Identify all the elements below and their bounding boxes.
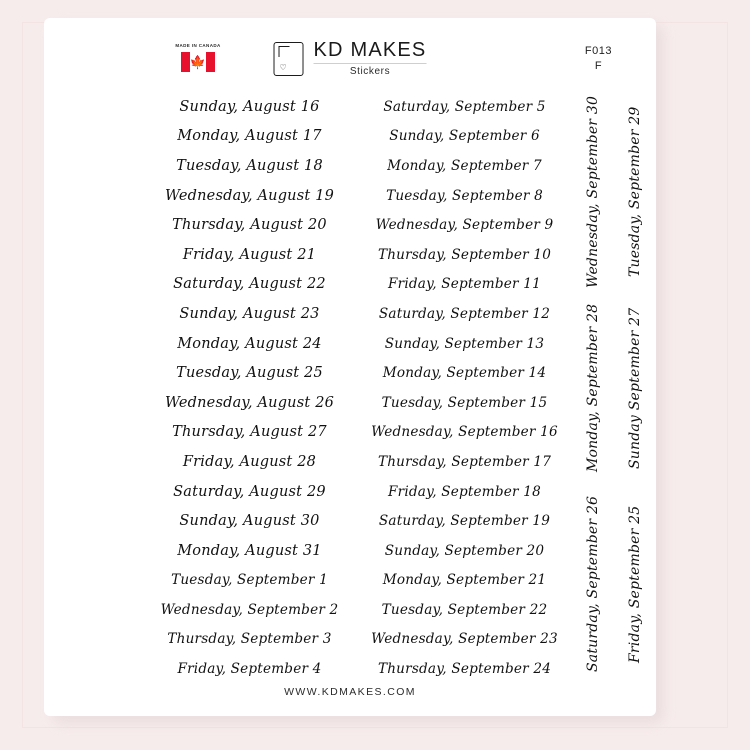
date-sticker[interactable]: Friday, August 21 <box>182 246 317 263</box>
brand-text <box>314 40 427 77</box>
date-sticker[interactable]: Tuesday, August 18 <box>176 157 323 174</box>
date-sticker-vertical[interactable]: Sunday September 27 <box>627 307 643 469</box>
sku-block <box>585 44 612 74</box>
date-sticker[interactable]: Saturday, September 19 <box>378 513 551 530</box>
flag-bar-right <box>206 52 215 72</box>
brand-subtitle: Stickers <box>314 63 427 77</box>
date-sticker[interactable]: Monday, August 24 <box>177 335 322 352</box>
sku-code: F013 <box>584 45 612 57</box>
sheet-header <box>44 18 656 92</box>
date-sticker[interactable]: Saturday, September 5 <box>383 98 546 115</box>
date-sticker[interactable]: Monday, August 17 <box>177 128 322 145</box>
date-sticker[interactable]: Monday, September 7 <box>387 157 542 174</box>
canada-flag-icon <box>181 52 215 72</box>
sku-letter: F <box>594 59 603 72</box>
date-sticker[interactable]: Sunday, September 20 <box>384 542 545 559</box>
made-in-canada-badge <box>162 44 234 72</box>
date-sticker[interactable]: Friday, September 11 <box>388 276 541 293</box>
date-sticker[interactable]: Wednesday, September 23 <box>371 631 558 648</box>
sticker-column-right <box>572 92 656 682</box>
maple-leaf-icon: 🍁 <box>189 54 207 69</box>
kd-square-heart-logo-icon <box>274 42 304 76</box>
date-sticker[interactable]: Tuesday, September 22 <box>381 601 548 618</box>
date-sticker[interactable]: Wednesday, September 16 <box>371 424 558 441</box>
sticker-column-left <box>142 92 357 684</box>
date-sticker[interactable]: Thursday, September 3 <box>167 631 332 648</box>
vertical-sticker-group <box>572 95 656 289</box>
date-sticker[interactable]: Tuesday, September 8 <box>386 187 543 204</box>
date-sticker[interactable]: Friday, August 28 <box>182 453 317 470</box>
date-sticker[interactable]: Saturday, August 22 <box>173 276 326 293</box>
date-sticker[interactable]: Sunday, September 13 <box>384 335 545 352</box>
flag-bar-left <box>181 52 190 72</box>
date-sticker[interactable]: Saturday, August 29 <box>173 483 326 500</box>
date-sticker[interactable]: Wednesday, August 26 <box>164 394 335 411</box>
sticker-column-middle <box>357 92 572 684</box>
date-sticker[interactable]: Wednesday, September 9 <box>375 217 554 234</box>
date-sticker[interactable]: Sunday, August 16 <box>179 98 320 115</box>
date-sticker-vertical[interactable]: Wednesday, September 30 <box>585 95 601 289</box>
date-sticker[interactable]: Thursday, August 20 <box>172 217 327 234</box>
date-sticker[interactable]: Friday, September 18 <box>388 483 541 500</box>
vertical-sticker-group <box>572 294 656 482</box>
date-sticker[interactable]: Thursday, September 24 <box>377 661 552 678</box>
date-sticker[interactable]: Monday, August 31 <box>177 542 322 559</box>
date-sticker-vertical[interactable]: Friday, September 25 <box>627 505 643 663</box>
date-sticker[interactable]: Tuesday, August 25 <box>176 365 323 382</box>
date-sticker-vertical[interactable]: Tuesday, September 29 <box>627 106 643 278</box>
date-sticker-vertical[interactable]: Saturday, September 26 <box>585 495 601 673</box>
date-sticker[interactable]: Monday, September 21 <box>382 572 547 589</box>
date-sticker[interactable]: Thursday, September 17 <box>377 453 552 470</box>
date-sticker[interactable]: Friday, September 4 <box>177 661 322 678</box>
vertical-sticker-group <box>572 490 656 678</box>
date-sticker[interactable]: Sunday, September 6 <box>389 128 540 145</box>
date-sticker[interactable]: Tuesday, September 15 <box>381 394 548 411</box>
date-sticker[interactable]: Thursday, September 10 <box>377 246 552 263</box>
date-sticker[interactable]: Wednesday, September 2 <box>160 601 339 618</box>
date-sticker[interactable]: Sunday, August 23 <box>179 305 320 322</box>
date-sticker[interactable]: Tuesday, September 1 <box>171 572 328 589</box>
heart-icon: ♡ <box>279 62 287 72</box>
made-in-canada-label: MADE IN CANADA <box>175 43 221 48</box>
sticker-sheet <box>44 18 656 716</box>
brand-name: KD MAKES <box>313 39 427 61</box>
date-sticker[interactable]: Sunday, August 30 <box>179 513 320 530</box>
date-sticker-vertical[interactable]: Monday, September 28 <box>585 303 601 473</box>
date-sticker[interactable]: Saturday, September 12 <box>378 305 551 322</box>
sticker-columns <box>44 92 656 682</box>
date-sticker[interactable]: Monday, September 14 <box>382 365 547 382</box>
date-sticker[interactable]: Thursday, August 27 <box>172 424 327 441</box>
date-sticker[interactable]: Wednesday, August 19 <box>164 187 335 204</box>
brand-lockup <box>274 40 427 77</box>
website-footer: WWW.KDMAKES.COM <box>284 686 416 698</box>
